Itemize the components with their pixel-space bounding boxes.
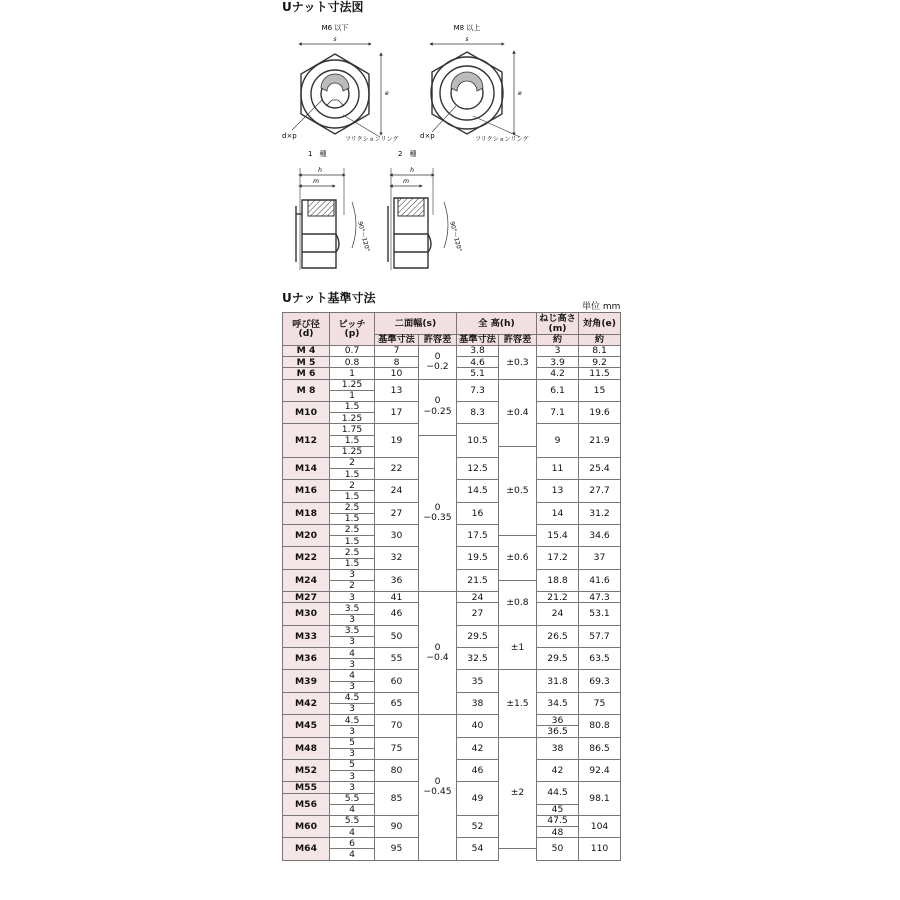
cell-h: 5.1: [457, 368, 499, 379]
cell-p: 1.25: [330, 446, 375, 457]
cell-p: 3: [330, 726, 375, 737]
type1-label: 1 種: [308, 150, 327, 158]
unit-label: 単位 mm: [582, 302, 621, 312]
cell-e: 27.7: [579, 480, 621, 502]
cell-e: 31.2: [579, 502, 621, 524]
cell-h: 24: [457, 592, 499, 603]
cell-p: 3: [330, 748, 375, 759]
cell-m: 31.8: [537, 670, 579, 692]
cell-p: 4: [330, 648, 375, 659]
cell-h: 10.5: [457, 424, 499, 458]
cell-e: 19.6: [579, 401, 621, 423]
right-size-label: M8 以上: [453, 24, 481, 32]
cell-p: 3: [330, 614, 375, 625]
cell-e: 104: [579, 815, 621, 837]
cell-h: 52: [457, 815, 499, 837]
cell-s: 8: [375, 357, 419, 368]
cell-e: 9.2: [579, 357, 621, 368]
cell-s: 24: [375, 480, 419, 502]
cell-d: M33: [283, 625, 330, 647]
cell-p: 3.5: [330, 625, 375, 636]
cell-p: 3: [330, 636, 375, 647]
cell-h: 40: [457, 715, 499, 737]
cell-p: 4: [330, 670, 375, 681]
ring-label-right: フリクションリング: [475, 136, 529, 143]
cell-s: 22: [375, 457, 419, 479]
cell-h: 3.8: [457, 346, 499, 357]
cell-e: 11.5: [579, 368, 621, 379]
cell-s: 75: [375, 737, 419, 759]
cell-d: M12: [283, 424, 330, 458]
cell-s: 30: [375, 525, 419, 547]
cell-p: 2: [330, 580, 375, 591]
cell-d: M22: [283, 547, 330, 569]
cell-d: M 5: [283, 357, 330, 368]
cell-s: 55: [375, 648, 419, 670]
cell-m: 18.8: [537, 569, 579, 591]
cell-p: 5.5: [330, 793, 375, 804]
cell-d: M48: [283, 737, 330, 759]
cell-p: 2.5: [330, 547, 375, 558]
table-title: Uナット基準寸法: [282, 291, 376, 305]
cell-d: M45: [283, 715, 330, 737]
header-m: ねじ高さ (m): [537, 313, 579, 335]
cell-p: 4.5: [330, 692, 375, 703]
cell-m: 17.2: [537, 547, 579, 569]
cell-p: 5.5: [330, 815, 375, 826]
cell-p: 1.5: [330, 558, 375, 569]
cell-m: 3.9: [537, 357, 579, 368]
cell-p: 3.5: [330, 603, 375, 614]
cell-p: 1.5: [330, 513, 375, 524]
cell-d: M27: [283, 592, 330, 603]
table-row: [283, 715, 621, 726]
cell-h: 4.6: [457, 357, 499, 368]
u-nut-dimension-drawing: [0, 0, 900, 300]
cell-p: 4: [330, 827, 375, 838]
cell-m: 29.5: [537, 648, 579, 670]
cell-h-tol: ±1.5: [499, 670, 537, 737]
cell-p: 6: [330, 838, 375, 849]
header-s: 二面幅(s): [375, 313, 457, 335]
header-row: [283, 313, 621, 335]
cell-m: 48: [537, 827, 579, 838]
cell-m: 38: [537, 737, 579, 759]
header-m-sub: 約: [537, 335, 579, 346]
cell-h: 8.3: [457, 401, 499, 423]
cell-d: M55: [283, 782, 330, 793]
cell-s: 41: [375, 592, 419, 603]
angle-label-right: 90°～120°: [448, 220, 463, 253]
header-d: 呼び径 (d): [283, 313, 330, 346]
cell-e: 34.6: [579, 525, 621, 547]
cell-p: 5: [330, 737, 375, 748]
cell-m: 7.1: [537, 401, 579, 423]
cell-s: 46: [375, 603, 419, 625]
cell-m: 21.2: [537, 592, 579, 603]
cell-p: 1: [330, 368, 375, 379]
nut-side-view-type2: [388, 168, 448, 270]
cell-p: 2.5: [330, 525, 375, 536]
cell-d: M42: [283, 692, 330, 714]
cell-s: 19: [375, 424, 419, 458]
cell-p: 4: [330, 849, 375, 860]
cell-p: 1: [330, 390, 375, 401]
cell-d: M56: [283, 793, 330, 815]
cell-p: 4.5: [330, 715, 375, 726]
cell-m: 6.1: [537, 379, 579, 401]
hex-nut-top-view-large: [431, 44, 520, 137]
cell-s-tol: 0 −0.2: [419, 346, 457, 380]
cell-d: M10: [283, 401, 330, 423]
cell-s: 27: [375, 502, 419, 524]
cell-e: 47.3: [579, 592, 621, 603]
cell-p: 1.5: [330, 435, 375, 446]
cell-s: 50: [375, 625, 419, 647]
cell-m: 26.5: [537, 625, 579, 647]
cell-h: 32.5: [457, 648, 499, 670]
header-e: 対角(e): [579, 313, 621, 335]
header-h: 全 高(h): [457, 313, 537, 335]
nut-side-view-type1: [296, 168, 356, 270]
cell-m: 4.2: [537, 368, 579, 379]
cell-s: 7: [375, 346, 419, 357]
cell-e: 63.5: [579, 648, 621, 670]
cell-e: 25.4: [579, 457, 621, 479]
cell-m: 13: [537, 480, 579, 502]
cell-h: 19.5: [457, 547, 499, 569]
dim-m-left: m: [313, 178, 319, 185]
cell-p: 0.7: [330, 346, 375, 357]
cell-m: 34.5: [537, 692, 579, 714]
cell-h-tol: ±2: [499, 737, 537, 849]
cell-p: 2.5: [330, 502, 375, 513]
dp-label-left: d×p: [282, 132, 297, 140]
figure-title: Uナット寸法図: [282, 0, 364, 14]
dim-h-right: h: [410, 167, 414, 174]
cell-d: M24: [283, 569, 330, 591]
cell-m: 9: [537, 424, 579, 458]
header-p: ピッチ (p): [330, 313, 375, 346]
cell-s: 85: [375, 782, 419, 816]
cell-s-tol: 0 −0.25: [419, 379, 457, 435]
cell-h: 14.5: [457, 480, 499, 502]
cell-m: 42: [537, 759, 579, 781]
cell-e: 21.9: [579, 424, 621, 458]
cell-d: M16: [283, 480, 330, 502]
table-row: [283, 346, 621, 357]
cell-p: 4: [330, 804, 375, 815]
cell-d: M 4: [283, 346, 330, 357]
header-h-tol: 許容差: [499, 335, 537, 346]
cell-h: 21.5: [457, 569, 499, 591]
cell-p: 5: [330, 759, 375, 770]
dim-m-right: m: [403, 178, 409, 185]
cell-e: 92.4: [579, 759, 621, 781]
left-size-label: M6 以下: [321, 24, 349, 32]
cell-m: 3: [537, 346, 579, 357]
cell-d: M14: [283, 457, 330, 479]
dim-s-right: s: [465, 36, 469, 43]
header-h-base: 基準寸法: [457, 335, 499, 346]
cell-e: 41.6: [579, 569, 621, 591]
cell-h: 35: [457, 670, 499, 692]
cell-e: 8.1: [579, 346, 621, 357]
cell-d: M18: [283, 502, 330, 524]
cell-e: 69.3: [579, 670, 621, 692]
cell-e: 57.7: [579, 625, 621, 647]
cell-p: 3: [330, 592, 375, 603]
cell-e: 75: [579, 692, 621, 714]
cell-p: 2: [330, 457, 375, 468]
cell-s: 60: [375, 670, 419, 692]
cell-p: 3: [330, 704, 375, 715]
cell-p: 3: [330, 681, 375, 692]
cell-s: 10: [375, 368, 419, 379]
dim-s-left: s: [333, 36, 337, 43]
cell-p: 2: [330, 480, 375, 491]
hex-nut-top-view-small: [292, 44, 381, 137]
cell-s: 17: [375, 401, 419, 423]
cell-m: 36.5: [537, 726, 579, 737]
cell-m: 14: [537, 502, 579, 524]
cell-h-tol: ±0.5: [499, 446, 537, 536]
cell-h-tol: ±0.4: [499, 379, 537, 446]
cell-m: 47.5: [537, 815, 579, 826]
cell-e: 37: [579, 547, 621, 569]
ring-label-left: フリクションリング: [345, 136, 399, 143]
cell-e: 98.1: [579, 782, 621, 816]
table-row: [283, 379, 621, 390]
cell-d: M30: [283, 603, 330, 625]
dim-h-left: h: [318, 167, 322, 174]
header-s-base: 基準寸法: [375, 335, 419, 346]
cell-p: 3: [330, 659, 375, 670]
cell-h-tol: ±0.6: [499, 536, 537, 581]
cell-d: M 6: [283, 368, 330, 379]
cell-m: 11: [537, 457, 579, 479]
angle-label-left: 90°～120°: [356, 220, 371, 253]
cell-s: 65: [375, 692, 419, 714]
cell-s-tol: 0 −0.4: [419, 592, 457, 715]
cell-h-tol: ±1: [499, 625, 537, 670]
cell-p: 0.8: [330, 357, 375, 368]
cell-p: 1.5: [330, 536, 375, 547]
cell-s: 95: [375, 838, 419, 860]
cell-s: 90: [375, 815, 419, 837]
cell-h: 46: [457, 759, 499, 781]
cell-e: 86.5: [579, 737, 621, 759]
cell-p: 3: [330, 771, 375, 782]
header-e-sub: 約: [579, 335, 621, 346]
cell-h: 49: [457, 782, 499, 816]
cell-m: 36: [537, 715, 579, 726]
cell-p: 1.5: [330, 469, 375, 480]
cell-p: 3: [330, 782, 375, 793]
cell-p: 1.5: [330, 401, 375, 412]
cell-h: 7.3: [457, 379, 499, 401]
cell-d: M64: [283, 838, 330, 860]
cell-h: 12.5: [457, 457, 499, 479]
cell-s: 80: [375, 759, 419, 781]
cell-h: 54: [457, 838, 499, 860]
cell-p: 1.25: [330, 379, 375, 390]
cell-p: 1.5: [330, 491, 375, 502]
cell-s: 32: [375, 547, 419, 569]
cell-s-tol: 0 −0.35: [419, 435, 457, 592]
cell-e: 15: [579, 379, 621, 401]
cell-d: M39: [283, 670, 330, 692]
dimension-table: [282, 312, 621, 861]
dim-e-right: e: [518, 90, 522, 97]
cell-e: 110: [579, 838, 621, 860]
cell-h: 17.5: [457, 525, 499, 547]
cell-d: M60: [283, 815, 330, 837]
cell-d: M52: [283, 759, 330, 781]
cell-h-tol: ±0.3: [499, 346, 537, 380]
cell-m: 24: [537, 603, 579, 625]
cell-e: 80.8: [579, 715, 621, 737]
cell-m: 15.4: [537, 525, 579, 547]
cell-p: 3: [330, 569, 375, 580]
cell-h-tol: ±0.8: [499, 580, 537, 625]
cell-s: 13: [375, 379, 419, 401]
cell-h: 16: [457, 502, 499, 524]
cell-h: 38: [457, 692, 499, 714]
cell-d: M20: [283, 525, 330, 547]
cell-d: M 8: [283, 379, 330, 401]
header-s-tol: 許容差: [419, 335, 457, 346]
cell-h: 27: [457, 603, 499, 625]
cell-m: 50: [537, 838, 579, 860]
cell-m: 45: [537, 804, 579, 815]
cell-s: 70: [375, 715, 419, 737]
cell-h: 42: [457, 737, 499, 759]
cell-s: 36: [375, 569, 419, 591]
dim-e-left: e: [385, 90, 389, 97]
cell-d: M36: [283, 648, 330, 670]
dp-label-right: d×p: [420, 132, 435, 140]
cell-p: 1.75: [330, 424, 375, 435]
cell-m: 44.5: [537, 782, 579, 804]
table-row: [283, 592, 621, 603]
cell-s-tol: 0 −0.45: [419, 715, 457, 860]
cell-e: 53.1: [579, 603, 621, 625]
cell-h: 29.5: [457, 625, 499, 647]
type2-label: 2 種: [398, 150, 417, 158]
cell-p: 1.25: [330, 413, 375, 424]
